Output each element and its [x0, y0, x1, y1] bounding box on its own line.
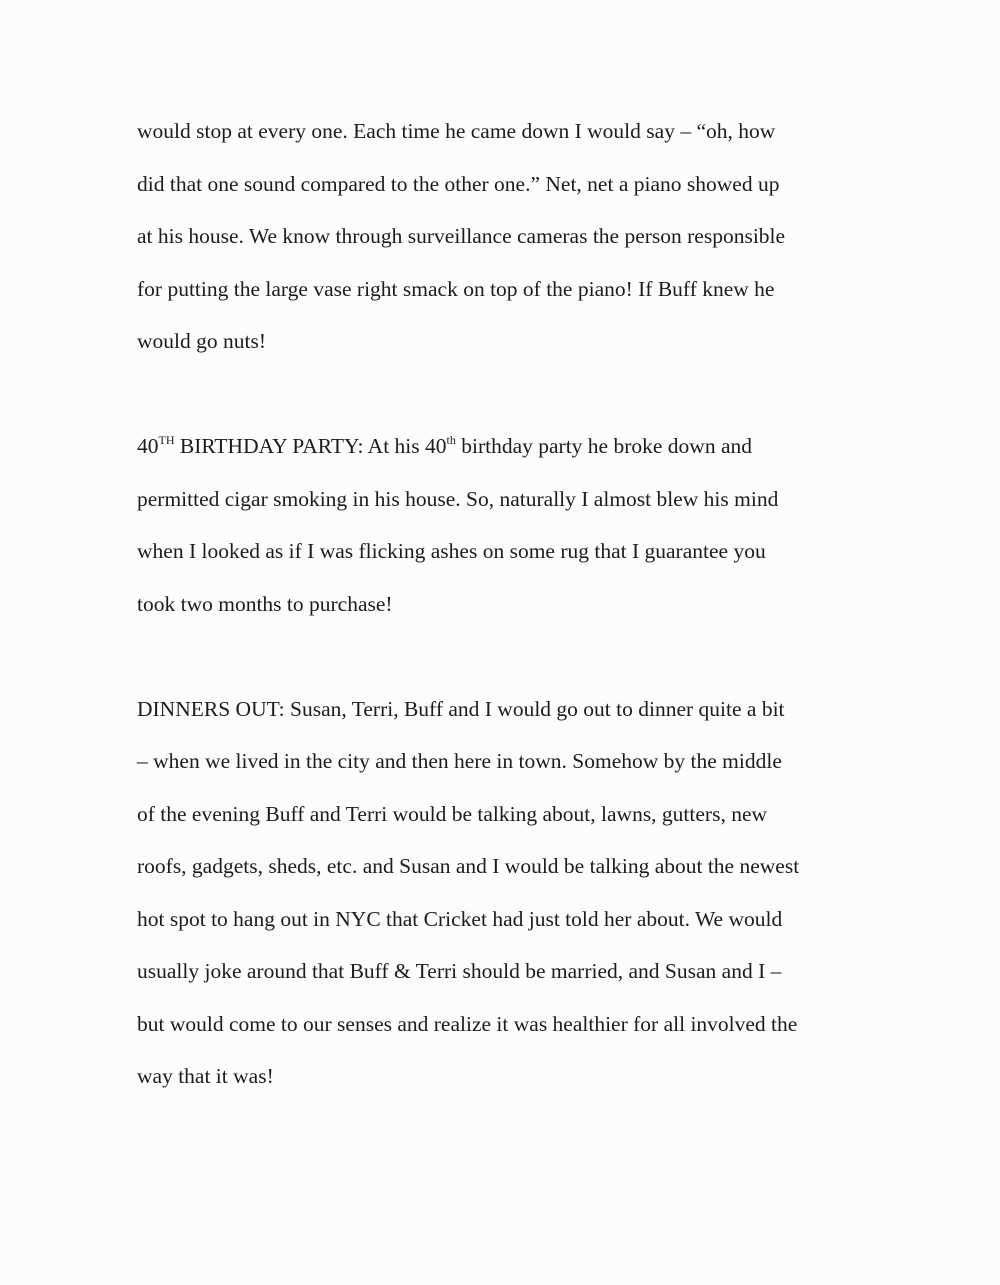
text-line: at his house. We know through surveillance cameras the person responsible	[137, 224, 786, 248]
text-line: would go nuts!	[137, 329, 266, 353]
paragraph-dinners	[137, 691, 857, 1111]
paragraph-spacer	[137, 376, 857, 429]
birthday-number: 40	[137, 434, 159, 458]
text-line: way that it was!	[137, 1064, 274, 1088]
birthday-ordinal-inline: th	[446, 433, 456, 447]
text-line: but would come to our senses and realize it was healthier for all involved the	[137, 1011, 798, 1036]
text-line: DINNERS OUT: Susan, Terri, Buff and I would go out to dinner quite a bit	[137, 696, 785, 721]
text-line: hot spot to hang out in NYC that Cricket had just told her about. We would	[137, 906, 783, 931]
text-line: of the evening Buff and Terri would be talking about, lawns, gutters, new	[137, 801, 768, 826]
birthday-ordinal: TH	[158, 433, 175, 447]
birthday-number-inline: 40	[425, 434, 447, 458]
text-line: roofs, gadgets, sheds, etc. and Susan and I would be talking about the newest	[137, 854, 800, 878]
paragraph-spacer	[137, 638, 857, 691]
text-line: usually joke around that Buff & Terri should be married, and Susan and I –	[137, 959, 782, 983]
birthday-heading-line	[137, 428, 857, 481]
text-line: would stop at every one. Each time he came down I would say – “oh, how	[137, 119, 776, 143]
document-body	[137, 113, 857, 1111]
birthday-heading: BIRTHDAY PARTY: At his	[174, 434, 426, 458]
text-line: permitted cigar smoking in his house. So, naturally I almost blew his mind	[137, 486, 779, 511]
birthday-heading-rest: birthday party he broke down and	[455, 434, 752, 458]
text-line: when I looked as if I was flicking ashes on some rug that I guarantee you	[137, 539, 766, 563]
text-line: took two months to purchase!	[137, 591, 393, 616]
paragraph-piano	[137, 113, 857, 376]
text-line: for putting the large vase right smack on top of the piano! If Buff knew he	[137, 276, 775, 301]
text-line: – when we lived in the city and then here in town. Somehow by the middle	[137, 749, 782, 773]
text-line: did that one sound compared to the other one.” Net, net a piano showed up	[137, 171, 780, 196]
paragraph-birthday	[137, 428, 857, 638]
